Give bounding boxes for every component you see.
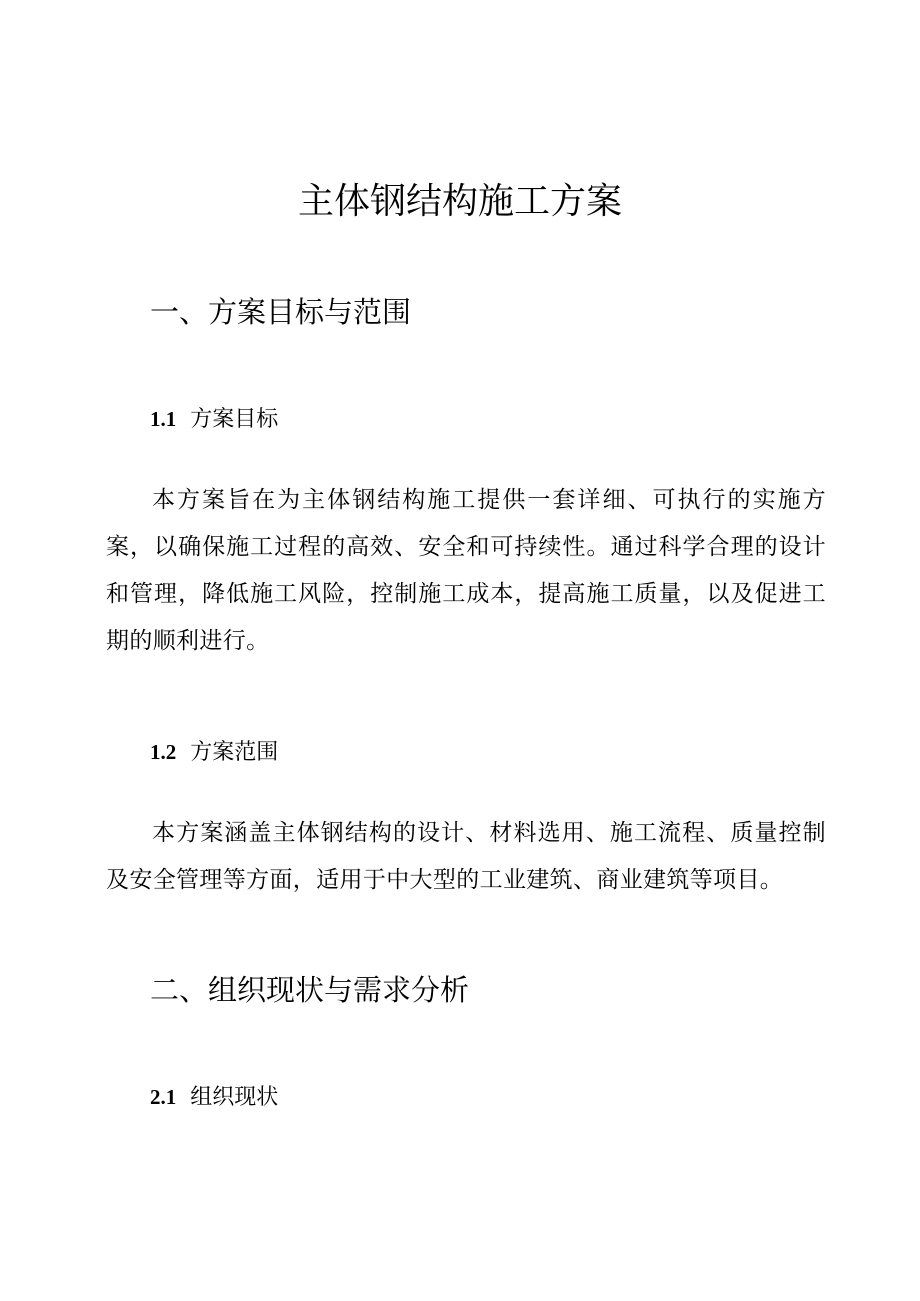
subsection-number: 1.1 — [150, 407, 177, 431]
subsection-heading-1-1 — [150, 403, 278, 436]
paragraph-1-2: 本方案涵盖主体钢结构的设计、材料选用、施工流程、质量控制及安全管理等方面，适用于中大型的工业建筑、商业建筑等项目。 — [106, 820, 826, 893]
subsection-number: 1.2 — [150, 740, 177, 764]
subsection-heading-2-1 — [150, 1081, 278, 1114]
subsection-title: 方案范围 — [190, 740, 279, 765]
paragraph-1-1: 本方案旨在为主体钢结构施工提供一套详细、可执行的实施方案，以确保施工过程的高效、安全和可持续性。通过科学合理的设计和管理，降低施工风险，控制施工成本，提高施工质量，以及促进工期的顺利进行。 — [106, 487, 826, 654]
subsection-title: 方案目标 — [190, 407, 279, 432]
section-heading-2: 二、组织现状与需求分析 — [150, 973, 470, 1007]
subsection-heading-1-2 — [150, 736, 278, 769]
document-title: 主体钢结构施工方案 — [297, 181, 622, 222]
section-heading-1: 一、方案目标与范围 — [150, 295, 412, 329]
subsection-title: 组织现状 — [190, 1085, 279, 1110]
subsection-number: 2.1 — [150, 1085, 177, 1109]
